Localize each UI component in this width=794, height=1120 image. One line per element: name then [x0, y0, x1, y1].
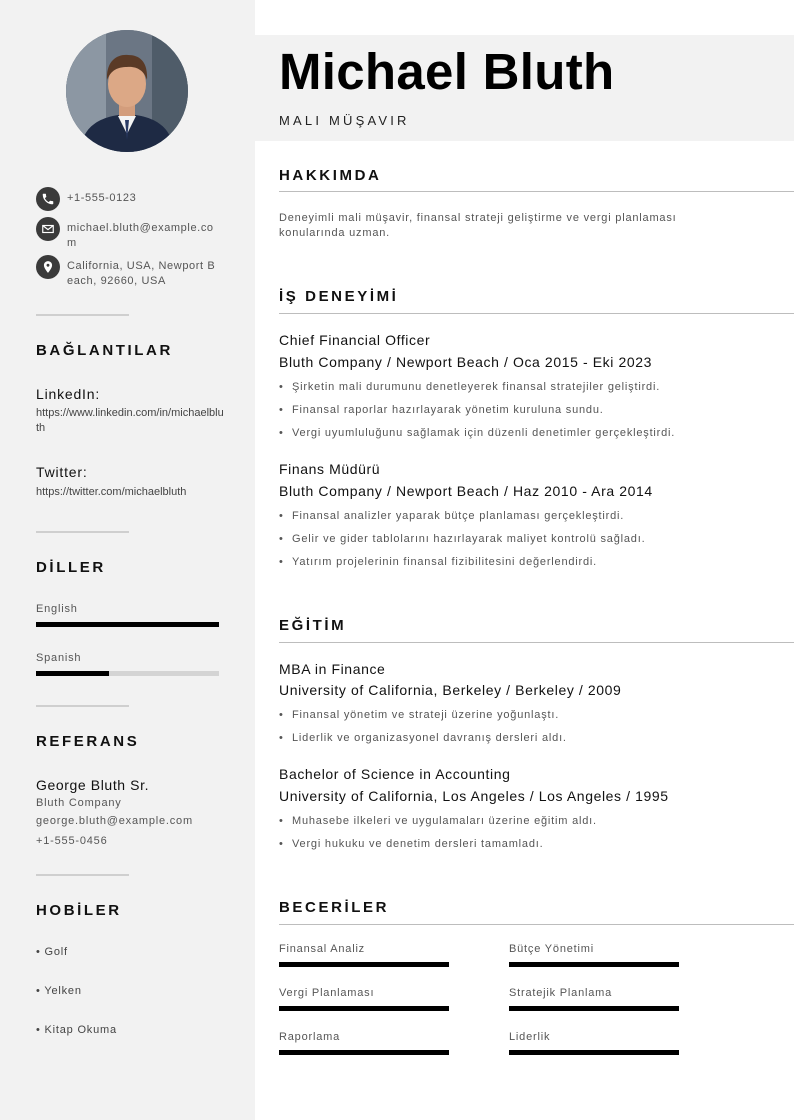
languages-title: DİLLER [36, 559, 106, 576]
skill-level-bar [279, 962, 449, 967]
skill-name: Liderlik [509, 1031, 551, 1043]
hobby-item: • Golf [36, 946, 68, 958]
sidebar-divider [36, 531, 129, 533]
skill-level-bar [509, 962, 679, 967]
skill-level-fill [509, 962, 679, 967]
about-text: Deneyimli mali müşavir, finansal strateji geliştirme ve vergi planlaması konularında uzman. [279, 212, 677, 239]
section-divider [279, 924, 794, 925]
twitter-label: Twitter: [36, 464, 88, 480]
education-bullet: • Muhasebe ilkeleri ve uygulamaları üzerine eğitim aldı. [279, 815, 597, 827]
education-degree: MBA in Finance [279, 661, 386, 677]
full-name: Michael Bluth [279, 43, 615, 100]
job-bullet: • Finansal raporlar hazırlayarak yönetim kuruluna sundu. [279, 404, 604, 416]
email-text: michael.bluth@example.com [67, 222, 214, 249]
hobby-item: • Kitap Okuma [36, 1024, 117, 1036]
education-degree: Bachelor of Science in Accounting [279, 766, 511, 782]
job-meta: Bluth Company / Newport Beach / Oca 2015 - Eki 2023 [279, 354, 653, 370]
sidebar-divider [36, 314, 129, 316]
skill-level-fill [509, 1050, 679, 1055]
hobbies-title: HOBİLER [36, 902, 122, 919]
education-bullet: • Vergi hukuku ve denetim dersleri tamamladı. [279, 838, 543, 850]
reference-email[interactable]: george.bluth@example.com [36, 815, 193, 827]
job-title: MALI MÜŞAVIR [279, 113, 410, 128]
section-divider [279, 313, 794, 314]
linkedin-label: LinkedIn: [36, 386, 101, 402]
skill-name: Raporlama [279, 1031, 341, 1043]
job-role: Finans Müdürü [279, 461, 381, 477]
language-level-fill [36, 671, 109, 676]
education-meta: University of California, Berkeley / Berkeley / 2009 [279, 682, 622, 698]
location-pin-icon [36, 255, 60, 279]
hobby-item: • Yelken [36, 985, 82, 997]
address-text: California, USA, Newport Beach, 92660, USA [67, 260, 216, 287]
skill-level-fill [279, 1006, 449, 1011]
skill-level-fill [279, 962, 449, 967]
skill-level-fill [279, 1050, 449, 1055]
section-divider [279, 191, 794, 192]
skill-level-bar [279, 1050, 449, 1055]
skill-name: Finansal Analiz [279, 943, 365, 955]
job-bullet: • Yatırım projelerinin finansal fizibilitesini değerlendirdi. [279, 556, 597, 568]
skill-name: Stratejik Planlama [509, 987, 613, 999]
language-level-bar [36, 622, 219, 627]
linkedin-link[interactable]: https://www.linkedin.com/in/michaelbluth [36, 407, 224, 434]
reference-phone: +1-555-0456 [36, 835, 108, 847]
experience-title: İŞ DENEYİMİ [279, 288, 399, 305]
mail-icon [36, 217, 60, 241]
skill-name: Bütçe Yönetimi [509, 943, 594, 955]
language-name: Spanish [36, 652, 82, 664]
education-bullet: • Liderlik ve organizasyonel davranış dersleri aldı. [279, 732, 567, 744]
skill-name: Vergi Planlaması [279, 987, 375, 999]
job-bullet: • Şirketin mali durumunu denetleyerek finansal stratejiler geliştirdi. [279, 381, 660, 393]
job-bullet: • Finansal analizler yaparak bütçe planlaması gerçekleştirdi. [279, 510, 624, 522]
reference-name: George Bluth Sr. [36, 777, 150, 793]
skill-level-bar [509, 1006, 679, 1011]
language-level-fill [36, 622, 219, 627]
contact-email [36, 217, 217, 251]
job-bullet: • Vergi uyumluluğunu sağlamak için düzenli denetimler gerçekleştirdi. [279, 427, 675, 439]
links-title: BAĞLANTILAR [36, 342, 173, 359]
sidebar-divider [36, 874, 129, 876]
reference-company: Bluth Company [36, 797, 122, 809]
contact-phone [36, 187, 217, 211]
skill-level-fill [509, 1006, 679, 1011]
sidebar-divider [36, 705, 129, 707]
sidebar [0, 0, 255, 1120]
education-bullet: • Finansal yönetim ve strateji üzerine yoğunlaştı. [279, 709, 559, 721]
language-name: English [36, 603, 78, 615]
phone-icon [36, 187, 60, 211]
skill-level-bar [279, 1006, 449, 1011]
twitter-link[interactable]: https://twitter.com/michaelbluth [36, 486, 187, 498]
education-meta: University of California, Los Angeles / Los Angeles / 1995 [279, 788, 669, 804]
contact-address [36, 255, 217, 289]
avatar-portrait-icon [66, 30, 188, 152]
job-bullet: • Gelir ve gider tablolarını hazırlayarak maliyet kontrolü sağladı. [279, 533, 645, 545]
reference-title: REFERANS [36, 733, 140, 750]
avatar [66, 30, 188, 152]
job-meta: Bluth Company / Newport Beach / Haz 2010 - Ara 2014 [279, 483, 653, 499]
about-title: HAKKIMDA [279, 167, 382, 184]
section-divider [279, 642, 794, 643]
phone-text: +1-555-0123 [67, 192, 137, 204]
skills-title: BECERİLER [279, 899, 390, 916]
language-level-bar [36, 671, 219, 676]
education-title: EĞİTİM [279, 617, 347, 634]
skill-level-bar [509, 1050, 679, 1055]
job-role: Chief Financial Officer [279, 332, 431, 348]
